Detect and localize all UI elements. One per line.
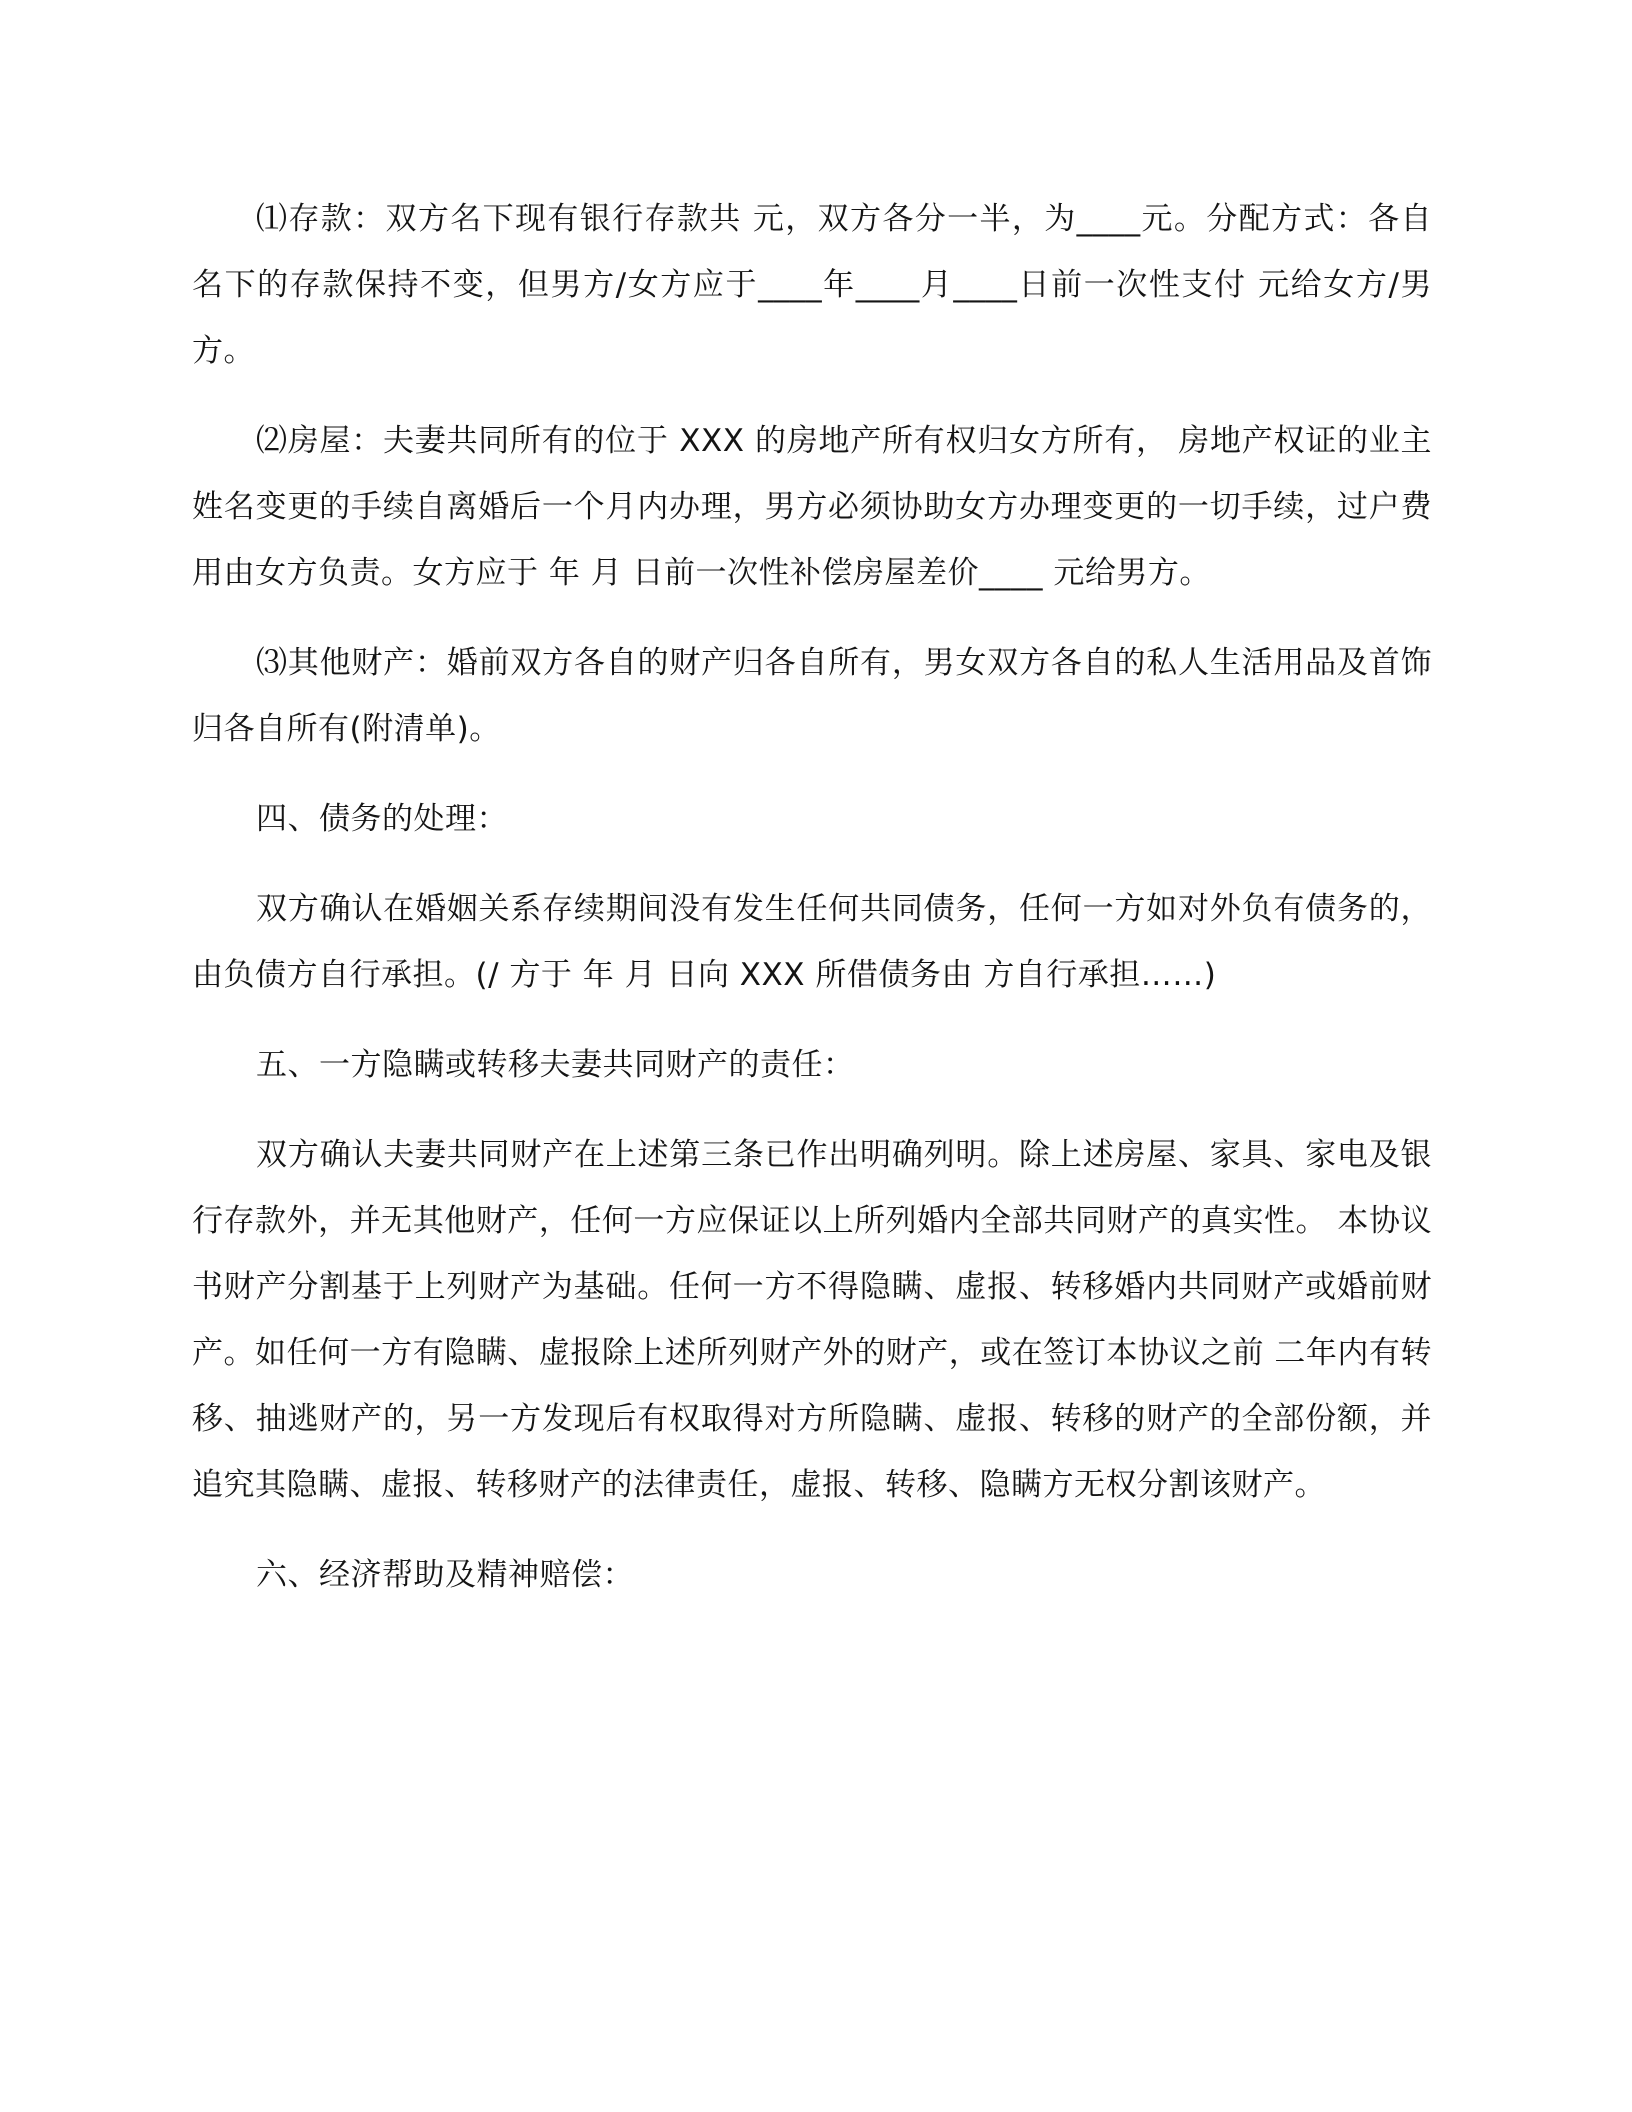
- document-body: [192, 186, 1432, 1608]
- paragraph-other-property: ⑶其他财产：婚前双方各自的财产归各自所有，男女双方各自的私人生活用品及首饰归各自所有(附清单)。: [192, 645, 1432, 747]
- heading-debt-handling: 四、债务的处理：: [256, 801, 508, 837]
- paragraph-house: ⑵房屋：夫妻共同所有的位于 XXX 的房地产所有权归女方所有， 房地产权证的业主姓名变更的手续自离婚后一个月内办理，男方必须协助女方办理变更的一切手续，过户费用由女方负责。女方应于 年 月 日前一次性补偿房屋差价____ 元给男方。: [192, 423, 1432, 591]
- heading-economic-help: 六、经济帮助及精神赔偿：: [256, 1557, 634, 1593]
- paragraph-concealment: 双方确认夫妻共同财产在上述第三条已作出明确列明。除上述房屋、家具、家电及银行存款外，并无其他财产，任何一方应保证以上所列婚内全部共同财产的真实性。 本协议书财产分割基于上列财产为基础。任何一方不得隐瞒、虚报、转移婚内共同财产或婚前财产。如任何一方有隐瞒、虚报除上述所列财产外的财产，或在签订本协议之前 二年内有转移、抽逃财产的，另一方发现后有权取得对方所隐瞒、虚报、转移的财产的全部份额，并追究其隐瞒、虚报、转移财产的法律责任，虚报、转移、隐瞒方无权分割该财产。: [192, 1137, 1432, 1503]
- paragraph-debt: 双方确认在婚姻关系存续期间没有发生任何共同债务，任何一方如对外负有债务的，由负债方自行承担。(/ 方于 年 月 日向 XXX 所借债务由 方自行承担……): [192, 891, 1432, 993]
- paragraph-deposits: ⑴存款：双方名下现有银行存款共 元，双方各分一半，为____元。分配方式：各自名下的存款保持不变，但男方/女方应于____年____月____日前一次性支付 元给女方/男方。: [192, 201, 1432, 369]
- heading-concealment-liability: 五、一方隐瞒或转移夫妻共同财产的责任：: [256, 1047, 855, 1083]
